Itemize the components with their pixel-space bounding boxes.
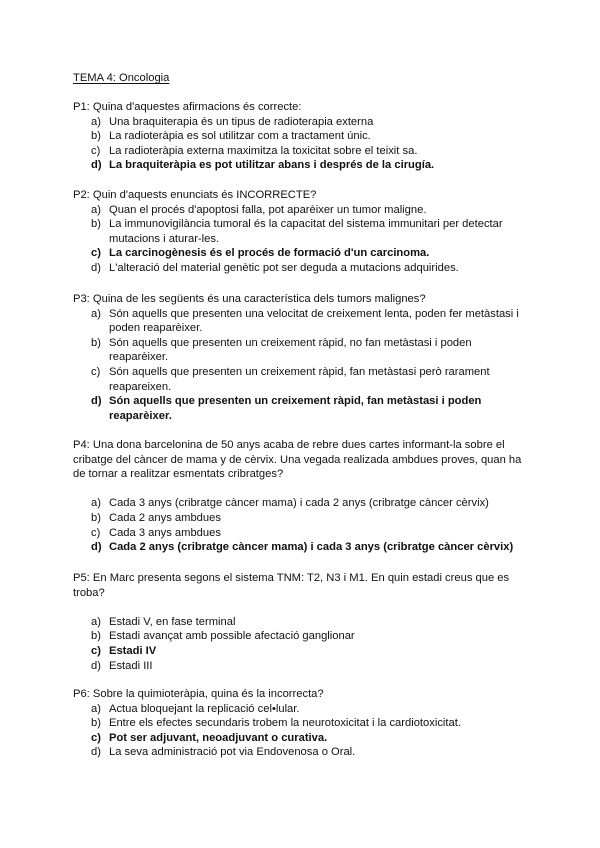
question-6 (73, 687, 528, 760)
option-letter: c) (91, 731, 101, 744)
option-c (73, 365, 528, 394)
option-a (73, 702, 528, 717)
option-letter: c) (91, 144, 101, 157)
option-c (73, 144, 528, 159)
option-letter: d) (91, 746, 101, 759)
option-text: La immunovigilància tumoral és la capacitat del sistema immunitari per detectar mutacions i aturar-les. (109, 218, 503, 245)
question-text: P3: Quina de les següents és una característica dels tumors malignes? (73, 293, 426, 305)
option-letter: c) (91, 247, 101, 260)
question-text: P2: Quin d'aquests enunciats és INCORRECTE? (73, 189, 317, 201)
spacer (73, 600, 528, 615)
option-letter: b) (91, 130, 101, 143)
option-b (73, 336, 528, 365)
option-text: Són aquells que presenten una velocitat de creixement lenta, poden fer metàstasi i poden reaparèixer. (109, 307, 519, 335)
option-a (73, 115, 528, 130)
option-text: La seva administració pot via Endovenosa o Oral. (109, 746, 356, 759)
option-text: Actua bloquejant la replicació cel•lular. (109, 702, 300, 715)
option-c-correct (73, 731, 528, 746)
option-text: Pot ser adjuvant, neoadjuvant o curativa. (109, 731, 328, 744)
option-text: Cada 3 anys ambdues (109, 526, 221, 539)
option-text: Cada 2 anys (cribratge càncer mama) i cada 3 anys (cribratge càncer cèrvix) (109, 541, 514, 554)
option-text: Estadi avançat amb possible afectació ganglionar (109, 630, 355, 643)
option-letter: d) (91, 541, 102, 554)
option-text: Estadi III (109, 659, 153, 672)
option-letter: c) (91, 644, 101, 657)
option-text: Cada 2 anys ambdues (109, 511, 221, 524)
option-letter: b) (91, 218, 101, 231)
option-letter: c) (91, 365, 101, 378)
option-letter: a) (91, 115, 101, 128)
question-3 (73, 292, 528, 423)
option-text: Són aquells que presenten un creixement ràpid, fan metàstasi però rarament reapareixen. (109, 365, 490, 393)
options-list (73, 496, 528, 554)
option-text: Estadi V, en fase terminal (109, 615, 236, 628)
option-letter: d) (91, 395, 102, 408)
options-list (73, 307, 528, 424)
question-4 (73, 438, 528, 555)
question-text: P1: Quina d'aquestes afirmacions és correcte: (73, 101, 302, 113)
option-letter: a) (91, 497, 101, 510)
question-2 (73, 188, 528, 276)
option-letter: b) (91, 630, 101, 643)
option-letter: b) (91, 717, 101, 730)
option-c (73, 526, 528, 541)
option-letter: a) (91, 307, 101, 320)
options-list (73, 615, 528, 673)
option-d (73, 745, 528, 760)
option-text: Estadi IV (109, 644, 157, 657)
option-letter: b) (91, 336, 101, 349)
question-1 (73, 100, 528, 173)
option-letter: c) (91, 526, 101, 539)
option-a (73, 203, 528, 218)
option-d (73, 261, 528, 276)
option-letter: b) (91, 511, 101, 524)
option-a (73, 496, 528, 511)
option-d-correct (73, 394, 528, 423)
option-c-correct (73, 644, 528, 659)
option-a (73, 307, 528, 336)
option-a (73, 615, 528, 630)
option-text: La radioteràpia externa maximitza la toxicitat sobre el teixit sa. (109, 144, 418, 157)
option-letter: d) (91, 659, 101, 672)
options-list (73, 203, 528, 276)
option-b (73, 511, 528, 526)
option-letter: a) (91, 615, 101, 628)
option-b (73, 716, 528, 731)
option-text: Són aquells que presenten un creixement ràpid, fan metàstasi i poden reaparèixer. (109, 395, 482, 422)
document-title: TEMA 4: Oncologia (73, 72, 170, 84)
option-letter: a) (91, 702, 101, 715)
option-d (73, 659, 528, 674)
option-text: Quan el procés d'apoptosi falla, pot aparèixer un tumor maligne. (109, 203, 427, 216)
option-text: Entre els efectes secundaris trobem la neurotoxicitat i la cardiotoxicitat. (109, 717, 461, 730)
options-list (73, 702, 528, 760)
option-letter: a) (91, 203, 101, 216)
option-letter: d) (91, 261, 101, 274)
options-list (73, 115, 528, 173)
option-text: Són aquells que presenten un creixement ràpid, no fan metàstasi i poden reaparèixer. (109, 336, 472, 364)
question-text: P4: Una dona barcelonina de 50 anys acaba de rebre dues cartes informant-la sobre el cribatge del càncer de mama y de cèrvix. Una vegada realizada ambdues proves, quan ha de tornar a realitzar esmentats cribratges? (73, 439, 522, 481)
spacer (73, 482, 528, 497)
option-d-correct (73, 158, 528, 173)
option-text: La radioteràpia es sol utilitzar com a tractament únic. (109, 130, 371, 143)
option-text: La braquiteràpia es pot utilitzar abans i després de la cirugía. (109, 159, 435, 172)
option-text: L'alteració del material genètic pot ser deguda a mutacions adquirides. (109, 261, 459, 274)
question-5 (73, 571, 528, 673)
option-text: Cada 3 anys (cribratge càncer mama) i cada 2 anys (cribratge càncer cèrvix) (109, 497, 489, 510)
question-text: P6: Sobre la quimioteràpia, quina és la incorrecta? (73, 688, 324, 700)
option-b (73, 217, 528, 246)
option-d-correct (73, 540, 528, 555)
question-text: P5: En Marc presenta segons el sistema TNM: T2, N3 i M1. En quin estadi creus que es troba? (73, 572, 510, 599)
option-c-correct (73, 246, 528, 261)
option-text: La carcinogènesis és el procés de formació d'un carcinoma. (109, 247, 430, 260)
option-letter: d) (91, 159, 102, 172)
option-b (73, 629, 528, 644)
option-text: Una braquiterapia és un tipus de radioterapia externa (109, 115, 374, 128)
option-b (73, 129, 528, 144)
